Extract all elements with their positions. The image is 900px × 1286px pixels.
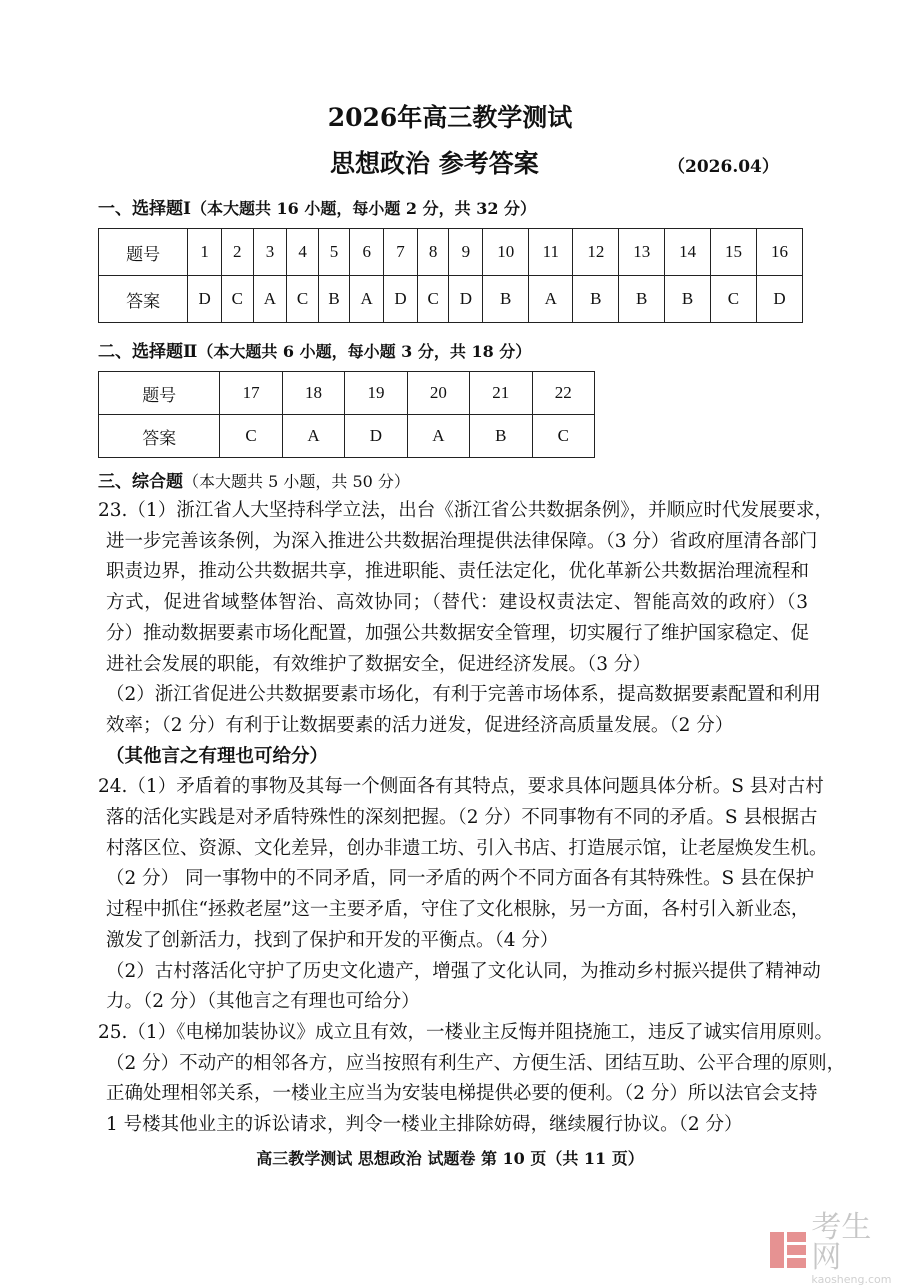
table-cell: A bbox=[529, 276, 573, 323]
document-subtitle: 思想政治 参考答案 bbox=[330, 149, 539, 178]
table-cell: D bbox=[345, 415, 407, 458]
table-cell: A bbox=[407, 415, 469, 458]
table-cell: 6 bbox=[350, 229, 384, 276]
answer-line: （其他言之有理也可给分） bbox=[106, 745, 329, 767]
page-footer: 高三教学测试 思想政治 试题卷 第 10 页（共 11 页） bbox=[256, 1149, 644, 1168]
answer-line: 分）推动数据要素市场化配置，加强公共数据安全管理，切实履行了维护国家稳定、促 bbox=[106, 622, 810, 644]
answer-table-2 bbox=[98, 371, 595, 458]
table-cell: 15 bbox=[711, 229, 757, 276]
table-cell: 19 bbox=[345, 372, 407, 415]
answer-line: （2 分） 同一事物中的不同矛盾，同一矛盾的两个不同方面各有其特殊性。S 县在保护 bbox=[106, 868, 815, 890]
watermark-text: 考生网 bbox=[811, 1210, 872, 1275]
table-cell: B bbox=[318, 276, 349, 323]
answer-line: 24.（1）矛盾着的事物及其每一个侧面各有其特点，要求具体问题具体分析。S 县对古村 bbox=[98, 776, 824, 798]
answer-line: （2）浙江省促进公共数据要素市场化，有利于完善市场体系，提高数据要素配置和利用 bbox=[106, 684, 821, 706]
table-cell: 7 bbox=[384, 229, 418, 276]
document-date: （2026.04） bbox=[668, 157, 779, 177]
row-label: 题号 bbox=[99, 229, 188, 276]
table-cell: 9 bbox=[449, 229, 483, 276]
section2-heading bbox=[98, 337, 531, 362]
table-cell: B bbox=[483, 276, 529, 323]
table-cell: B bbox=[665, 276, 711, 323]
answer-line: 正确处理相邻关系，一楼业主应当为安装电梯提供必要的便利。（2 分）所以法官会支持 bbox=[106, 1083, 818, 1105]
table-cell: 5 bbox=[318, 229, 349, 276]
table-cell: A bbox=[350, 276, 384, 323]
table-row-answers bbox=[99, 276, 803, 323]
table-cell: D bbox=[756, 276, 802, 323]
table-cell: 16 bbox=[756, 229, 802, 276]
table-row-numbers bbox=[99, 372, 595, 415]
table-cell: B bbox=[619, 276, 665, 323]
watermark bbox=[770, 1210, 900, 1286]
table-cell: A bbox=[282, 415, 344, 458]
table-cell: 10 bbox=[483, 229, 529, 276]
table-row-numbers bbox=[99, 229, 803, 276]
section3-title: 三、综合题 bbox=[98, 472, 183, 492]
answer-line: （2 分）不动产的相邻各方，应当按照有利生产、方便生活、团结互助、公平合理的原则， bbox=[106, 1052, 846, 1074]
answer-line: 落的活化实践是对矛盾特殊性的深刻把握。（2 分）不同事物有不同的矛盾。S 县根据古 bbox=[106, 807, 818, 829]
table-cell: C bbox=[711, 276, 757, 323]
section2-note: （本大题共 6 小题，每小题 3 分，共 18 分） bbox=[197, 342, 532, 361]
table-cell: C bbox=[417, 276, 448, 323]
answer-line: 进社会发展的职能，有效维护了数据安全，促进经济发展。（3 分） bbox=[106, 653, 651, 675]
answer-body bbox=[98, 496, 846, 1141]
section3-note: （本大题共 5 小题，共 50 分） bbox=[183, 472, 410, 491]
table-cell: 14 bbox=[665, 229, 711, 276]
table-row-answers bbox=[99, 415, 595, 458]
table-cell: 11 bbox=[529, 229, 573, 276]
answer-line: 激发了创新活力，找到了保护和开发的平衡点。（4 分） bbox=[106, 929, 559, 951]
section1-title: 一、选择题Ⅰ bbox=[98, 199, 191, 219]
table-cell: C bbox=[222, 276, 253, 323]
section1-note: （本大题共 16 小题，每小题 2 分，共 32 分） bbox=[190, 199, 537, 218]
table-cell: B bbox=[470, 415, 532, 458]
answer-line: 25.（1）《电梯加装协议》成立且有效，一楼业主反悔并阻挠施工，违反了诚实信用原则。 bbox=[98, 1021, 833, 1043]
table-cell: C bbox=[532, 415, 595, 458]
table-cell: 3 bbox=[253, 229, 287, 276]
answer-line: 过程中抓住“拯救老屋”这一主要矛盾，守住了文化根脉，另一方面，各村引入新业态， bbox=[106, 899, 810, 921]
kaosheng-logo-icon bbox=[770, 1232, 805, 1268]
table-cell: C bbox=[220, 415, 282, 458]
answer-line: 方式，促进省域整体智治、高效协同；（替代：建设权责法定、智能高效的政府）（3 bbox=[106, 592, 808, 614]
table-cell: C bbox=[287, 276, 318, 323]
section3-heading bbox=[98, 467, 410, 492]
answer-line: （2）古村落活化守护了历史文化遗产，增强了文化认同，为推动乡村振兴提供了精神动 bbox=[106, 960, 821, 982]
answer-line: 职责边界，推动公共数据共享，推进职能、责任法定化，优化革新公共数据治理流程和 bbox=[106, 561, 810, 583]
table-cell: 13 bbox=[619, 229, 665, 276]
answer-line: 力。（2 分）（其他言之有理也可给分） bbox=[106, 991, 420, 1013]
table-cell: D bbox=[449, 276, 483, 323]
row-label: 答案 bbox=[99, 415, 220, 458]
table-cell: 12 bbox=[573, 229, 619, 276]
answer-line: 1 号楼其他业主的诉讼请求，判令一楼业主排除妨碍，继续履行协议。（2 分） bbox=[106, 1114, 743, 1136]
table-cell: D bbox=[384, 276, 418, 323]
table-cell: 1 bbox=[188, 229, 222, 276]
row-label: 题号 bbox=[99, 372, 220, 415]
answer-line: 效率；（2 分）有利于让数据要素的活力迸发，促进经济高质量发展。（2 分） bbox=[106, 714, 734, 736]
answer-line: 村落区位、资源、文化差异，创办非遗工坊、引入书店、打造展示馆，让老屋焕发生机。 bbox=[106, 837, 828, 859]
document-title: 2026年高三教学测试 bbox=[327, 103, 573, 132]
table-cell: B bbox=[573, 276, 619, 323]
table-cell: 20 bbox=[407, 372, 469, 415]
table-cell: 18 bbox=[282, 372, 344, 415]
table-cell: 8 bbox=[417, 229, 448, 276]
table-cell: 21 bbox=[470, 372, 532, 415]
table-cell: 17 bbox=[220, 372, 282, 415]
table-cell: 4 bbox=[287, 229, 318, 276]
answer-line: 进一步完善该条例，为深入推进公共数据治理提供法律保障。（3 分）省政府厘清各部门 bbox=[106, 530, 818, 552]
answer-line: 23.（1）浙江省人大坚持科学立法，出台《浙江省公共数据条例》，并顺应时代发展要求， bbox=[98, 500, 833, 521]
table-cell: 22 bbox=[532, 372, 595, 415]
watermark-url: kaosheng.com bbox=[811, 1273, 892, 1286]
table-cell: D bbox=[188, 276, 222, 323]
answer-table-1 bbox=[98, 228, 803, 323]
section2-title: 二、选择题Ⅱ bbox=[98, 342, 198, 362]
section1-heading bbox=[98, 194, 536, 219]
table-cell: 2 bbox=[222, 229, 253, 276]
row-label: 答案 bbox=[99, 276, 188, 323]
table-cell: A bbox=[253, 276, 287, 323]
